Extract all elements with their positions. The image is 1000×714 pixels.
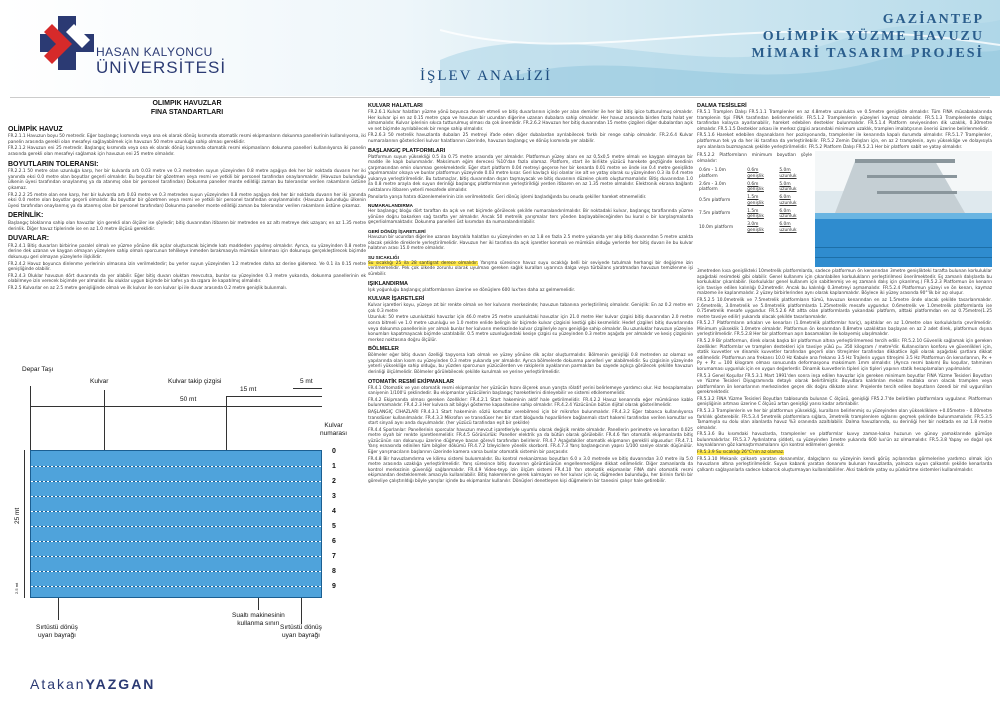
platform-cell: 3.0m genişlik [747,222,764,233]
numarasi-line1: Kulvar [324,422,343,429]
university-line1: HASAN KALYONCU [96,45,213,59]
label-sirtustu-2 [280,624,322,640]
label-25mt: 25 mt [14,507,22,525]
platform-cell: 6.0m uzunluk [779,208,797,220]
paragraph: FR.2.2.2 25 metre olan ene karşı, her bir kulvarda artı 0.03 metre ve 0.3 metreden suyun yüzeyinden 0.8 metre aşağıya dek her bir noktada duvarın her iki yanında eksi 0.0 metre olan boyutlar geçerli olmalıdır. Bu boyutlar bir gözetmen veya resmi ve yetkili bir personel tarafından onaylanmalıdır. (Havuzun bulunduğu ülkenin üyesi tarafından onaylanmış ya da atanmış olan bir personel tarafından) Dokunma paneller monte edildiği zaman bu toleranslar verilen rakamların üstüne çıkamaz. [8,192,366,209]
label-kulvar: Kulvar [90,378,109,385]
lane-number: 4 [332,508,336,515]
platform-row [697,167,810,180]
paragraph-text: Yarışma süresince havuz suyu sıcaklığı belli bir seviyede tutulmalı herhangi bir değişime izin verilmemelidir. Pek çok ülkede zorunlu olarak uyulması gereken sağlık kuralları uyarınca dalga veya türbülans yaratmadan havuzun temizlenme işi sürebilir. [368,260,693,277]
paragraph: Platformun suyun yüksekliği 0.5 ila 0.75 metre arasında yer almalıdır. Platformun yüzey alanı en az 0,5x0,5 metre olmalı ve kaygan olmayan bir madde ile kaplı bulunmalıdır. Maksimum eğim derecesi %10'dan fazla olamaz. Platform, start ile birlikte yüzücü harekete geçtiğinde kendinin çarpmasından emin olunması gerekmektedir. Eğer start platform 0.04 metreyi geçerse her bir kenarda 0.01 metre ve önde ise 0.4 metre genişlikte yapılmamalar olsaya ve bunlar platformun yüzeyinde 0.03 metre kısar. Geri kavlaçlı kişi olanlar ise alt ve yatay olarak su yüzeyinden 0.3 ila 0.4 metre yukarıya yerleştirilmelidir. Bu tutamaçlar, bitiş duvarından dışarı taşmayacak ve bitiş duvarının düzeine çıkıntı oluşturmamalıdır. Bitiş duvarından 1.0 ila 0.8 metre arayla dek suyun derinliği başlangıç platformlarının yerleştirildiği yerden itibaren en az 1.35 metre olmalıdır. Elektronik ekrana bağlantı noktalarını itibaren yeterli mesafede olmalıdır. [368,154,693,194]
paragraph: Işık yoğunluğu başlangıç platformlarının üzerine ve dönüşlere 600 lux'ten daha az gelmemelidir. [368,287,576,293]
leader-line [226,396,227,450]
pool-diagram [8,362,366,662]
column-lane-details [368,100,693,700]
platform-row [697,181,810,194]
sirt2-line2: uyarı bayrağı [281,631,320,639]
paragraph: FR.2.1.1 Havuzun boyu 50 metredir. Eğer başlangıç kısmında veya ona ek olarak dönüş kısmında otomatik resmi ekipmanların dokunma panellerinin kullanılıyorsa, iki panelin arasında gerekli olan mesafeyi sağlayabilmek için havuzun 50 metre uzunluğa sahip olması gereklidir. [8,134,366,145]
paragraph: FR.5.3.10 Mekanik çalkantı yaratan donanımlar, dalgıçların su yüzeyinin kendi görüş açılarından görmelerine yardımcı olmak için havuzların altına yerleştirilmelidir. Suyun kabarık yaratan donanımı bulunan havuzlarda, yalnızca suyun çalkantılı şekilde kenarlarda çalkantı sağlayanlarla sadece kabarcık oluşturmayan kullanılabilirler. Aksi takdirde yatay su püskürtme sistemleri kullanılmalıdır. [697,456,992,473]
paragraph: FR.2.1.2 Havuzun eni 25 metredir. Başlangıç kısmında veya ona ek olarak dönüş kısmında otomatik resmi ekipmanların dokunma panelleri kullanılıyorsa iki panelin arasında gerekli olan mesafeyi sağlamak için havuzun eni 25 metre olmalıdır. [8,146,366,157]
sirt1-line2: uyarı bayrağı [37,631,76,639]
lane-number: 5 [332,523,336,530]
paragraph: FR.2.6.1 Kulvar halatları yüzme yönü boyunca devam etmeli ve bitiş duvarlarının içinde yer alan demirler ile her bir bitiş ipice tutturulmuş olmalıdır. Her kulvar ipi en az 0.15 metre çapa ve havuzun bir ucundan diğerine uzanan dubalara sahip olmalıdır. Her havuz arasında birden fazla halat yer almamalıdır. Kulvar iplerinin sıkıca tutturulmuş olması da çok önemlidir. FR.2.6.2 Havuzun her bitiş duvarından 15 metre çizgileri diğer dubalardan açık ve net biçimde ayrılabilecek bir renge sahip olmalıdır. [368,110,693,132]
lane-number: 1 [332,463,336,470]
lane-number: 0 [332,448,336,455]
paragraph: FR.2.5 Kulvarlar en az 2.5 metre genişliğinde olmalı ve ilk kulvar ile son kulvar ipi ile duvar arasında 0.2 metre genişlik bulunmalı. [8,285,288,291]
highlight-temperature: Su sıcaklığı 25 ila 28 santigrat derece olmalıdır. [368,260,478,266]
platform-row [697,194,810,207]
platform-cell: 0.6m genişlik [747,168,764,179]
lane-number: 6 [332,538,336,545]
project-line1: GAZİANTEP [882,12,984,27]
platform-row [697,221,810,234]
paragraph: FR.5.2.5 10.0metrelik ve 7.5metrelik platformların tümü, havuzun kenarından en az 1.5metre önde olacak şekilde tasarlanmalıdır. 2.6metrelik, 3.0metrelik ve 5.0metrelik platformlarda 1.25metrelik mesafe uygundur. 0.6metrelik ve 1.0metrelik platformlarda ise 0.75metrelik mesafe uygundur. FR.5.2.6 Alt altta olan platformlarda yukarıdaki platform, alttaki platformdan en az 0.75metre(1.25 metre tavsiye edilir) yukarıda olacak şekilde tasarlanmalıdır. [697,297,992,320]
project-line3: MİMARİ TASARIM PROJESİ [751,45,984,61]
leader-line [58,598,59,620]
lane-rope [31,496,321,497]
heading-su-sicakligi: SU SICAKLIĞI [368,254,399,260]
column-diving [697,100,992,700]
lane-rope [31,526,321,527]
dimension-line-50 [30,406,322,407]
paragraph: FR.5.3.3 Tramplenlerin ve her bir platformun yüksekliği, kuralların belirlenmiş su yüzeyinden olan yüksekliklere +0.05metre - 0.00metre farklılık gösterebilir. FR.5.3.4 5metrelik platformlara sığlara, 3metrelik tramplenlere sığlarını geçmek şeklinde bulunmamalıdır. FR.5.3.5 Tamamıyla su dolu olan alanlarda havuz %3 oranında azaltılabilir. Dalma havuzlarında, su derinliği her bir noktada en az 1.8 metre olmalıdır. [697,408,992,431]
lane-rope [31,466,321,467]
lane-number: 8 [332,568,336,575]
lane-rope [31,511,321,512]
paragraph: 3metreden kısa genişlikteki 10metrelik platformlarda, sadece platformun ön kenarından 3metre genişlikteki tarafta bulunan korkuluklar aşağıdaki resimdeki gibi olabilir. Genel kullanımı için çıkarılabilen korkulukların yerleştirilmesi önerilmektedir. Eş zamanlı dalışlarda bu korkuluklar çıkarılabilir. (korkuluklar genel kullanım için sabitlenmiş ve eş zamanlı dalış için çıkarılmış.) FR.5.2.3 Platformun ön kenarın için tavsiye edilen kalınlığı 0.2metredir. Ancak bu kalınlığı 0.3metreyi aşmamalıdır. FR.5.2.4 Platformun yüzeyi ve ön kenarı, kaymaz malzeme ile kaplanmalıdır. 2 yüzey birbirlerinden aynı olarak kaplanmalıdır. Böylece iki yüzey arasında 90°'lik bir açı oluşur. [697,269,992,297]
lane-rope [31,541,321,542]
lane-rope [31,556,321,557]
paragraph: Uzunluk: 50 metre uzunluktaki havuzlar için 46.0 metre 25 metre uzunluktaki havuzlar için 21.0 metre Her kulvar çizgisi bitiş duvarından 2.0 metre sonra bitmeli ve 1.0 metre uzunluğu ve 1.0 metre enlide belirgin bir biçimde kulvar çizgisini kestiği gibi kesmelidir. Hedef çizgileri bitiş duvarlarında veya dokunma panellerinin yer almalı bunlar her kulvarın merkezinde kulvar çizgileriyle aynı genişliğe sahip olmalıdır. Bu uzunluklar havuzun yüzeyine konumları kapatmayacak biçimde uzatılabilir. 0.5 metre uzunluğundaki kesişe çizgisi su yüzeyinden 0.3 metre aşağıda yer almalıdır ve kesiş çizgisinin merkez noktasına doğru ölçülür. [368,315,693,343]
leader-line [30,386,31,450]
lane-number: 9 [332,583,336,590]
paragraph: FR.5.2.9 Bir platformun, direk olarak başka bir platformun altına yerleştirilmemesi tercih edilir. FR.5.2.10 Güvenlik sağlamak için gereken özellikler: Platformlar ve tramplen destekleri için tavsiye yükü p= 350 kilogram / metre²dir. Kullanıcıların konforu ve güvenlikleri için, statik kuvvetler ve dinamik kuvvetler tarafından geçerli olan titreşimler tarafından dikkatlice ilgili olarak aşağıdaki şartlara dikkat edilmelidir. Platformun ana frekansı 10.0 Hz Kabule ana frekansı 3.5 Hz Trajlerin uygun titreşimi 3.5 Hz Platformun ön kenarlarının, Px + Py + Pz = 100 kilogram olması sonucunda deformasyonu maksimum 1mm olmalıdır. (Ayrıca resmi bakım) Bu koşullar, tahminen korumaması uygunluk için en uygun değerlerdir. Dinamik kuvvetlerin tipleri için tipleri yapının statik hesaplamaları yapılmalıdır. [697,339,992,372]
lane-rope [31,571,321,572]
paragraph: Başlangıç bloklarına sahip olan havuzlar için gerekli olan ölçüler ise şöyledir; bitiş duvarından itibaren bir metreden en az altı metreye dek uzayan; en az 1.35 metre derinlik. Diğer havuz tiplerinde ise en az 1.0 metre ölçüsü gereklidir. [8,220,366,232]
heading-derinlik: DERİNLİK: [8,212,44,220]
leader-line [104,390,105,450]
main-title [8,100,366,118]
lane-number: 2 [332,478,336,485]
label-50mt: 50 mt [180,396,197,403]
diving-platform-photo [815,151,992,267]
platform-row [697,208,810,221]
label-takip: Kulvar takip çizgisi [168,378,222,385]
sualti-line2: kullanma sınırı [237,619,280,627]
paragraph [368,261,693,278]
paragraph [697,450,992,456]
column-fina-standards [8,100,366,362]
sualti-line1: Sualtı makinesinin [232,612,285,619]
platform-cell: 10.0m platform [699,224,734,230]
platform-cell: 0.6m genişlik [747,181,764,193]
platform-cell: 5.0m uzunluk [779,181,797,193]
lane-rope [31,481,321,482]
paragraph: BAŞLANGIÇ CİHAZLARI FR.4.3.1 Start hakeminin sözlü komutlar verebilmesi için bir mikrofon bulunmalıdır. FR.4.3.2 Eğer tabanca kullanılıyorsa transdüser kullanılmalıdır. FR.4.3.3 Mikrofon ve transdüser her bir start bloğunda hoparlörlere bağlanmalı start hakemi tarafından verilen komutlar ve start sinyali aynı anda duyulmalıdır. (her yüzücü tarafından eşit bir şekilde) [368,409,693,427]
main-title-line2: FINA STANDARTLARI [150,108,224,116]
heading-bolmeler: BÖLMELER [368,346,399,353]
platform-table [697,167,810,234]
paragraph: FR.5.1.6 Hareket edebilen dayanakların her pozisyonunda, tramplenler ile kenarında kapalı durumda olmalıdır. FR.5.1.7 Tramplenler, platformun tek ya da her iki tarafına da yerleştirilebilir. FR.5.2 Zemin Dalışları için, en az 2 tramplenin, aynı yüksekliğe ve dolayısıyla aynı alanlara buzmayacak şekilde yerleştirilmelidir. FR.5.2 Platform Dalışı FR.5.2.1 Her bir platform sabit ve yatay olmalıdır. [697,133,992,150]
paragraph: FR.5.2.7 Platformların arkaları ve kenarları (1.0metrelik platformlar hariç), aşıktıklar en az 1.0metre olan korkuluklarla çevrilmelidir. Minimum yükseklik 1.0metre olmalıdır. Platformun ön kenarından 0.8metre uzaklıktan başlayan en az 2 adet direk, platformun dışına yerleştirilmelidir. FR.5.2.8 Her bir platformun aşırı basamakları ile kolayemiş ulaşılmalıdır. [697,321,992,338]
paragraph: FR.5.3.6 Bu kısımdaki havuzlarda, tramplenler ve platformlar kuvvy zaman-kalsa huzurun ve günoy yamaklarınde gümüşe bulunmalıdırlar. FR.5.3.7 Aydınlatma şiddeti, su yüzeyinden 1metre yukarıda 600 lux'ün az olmamalıdır. FR.5.3.8 Yapay ve doğal ışık kaynaklarının göz kamaştırmamalarını için kontrol edilmeleri gerekir. [697,432,992,449]
university-name [96,46,226,76]
project-title [752,12,985,62]
heading-numaralandirma: NUMARALANDIRMA [368,203,413,209]
main-title-line1: OLİMPİK HAVUZLAR [152,100,222,107]
platform-cell: 6.0m uzunluk [779,222,797,233]
paragraph: FR.5.1 Tramplen Dalışı FR.5.1.1 Tramplenler en az 4.8metre uzunlukta ve 0.5metre genişlikte olmalıdır. Tüm FINA müsabakalarında tramplenin tipi FINA tarafından belirlenmelidir. FR.5.1.2 Tramplenlerin yüzeyleri kaymaz olmalıdır. FR.5.1.3 Tramplenlerde dalgıç tarafından kolayca ayarlanabilir, hareket edebilen destekler bulunmalıdır. FR.5.1.4 Platform seviyesinden dik uzaklık, 0.30metre olmalıdır. FR.5.1.5 Destekler arkası ile merkez çizgisi arasındaki minimum uzaklık, tramplen imalatçısının önerisi üzerine belirlenmelidir. [697,110,992,132]
platform-cell: 2.6m - 3.0m platform [699,181,726,193]
paragraph: Panolarla yarışa hatıra düzenlemelerinin izin verilmektedir. Geri dönüş işlemi başladığında bu onuda şekiller hareket etmemelidir. [368,194,647,200]
platform-cell: 0.5m platform [699,197,731,203]
paragraph: FR.4.4 Sporlanlar: Panellerinin sporcular havuzun mevcut işaretleriyle uyumlu olarak değişik renkte olmalıdır. Panellerin perimetre ve kenarları 0.025 metre siyah bir renkte işaretlenmelidir. FR.4.5 Görünürlük: Paneller elektrik ya da bütün olarak görülebilir. FR.4.6 Yarı otomatik ekipmanlarda bitiş yüzücünün son dokunuşu üzerine düğmeye basan görevli tarafından belirlenir. FR.4.7 Aşağıdakiler otomatik ekipmanın gereklili olgusudur: FR.4.7.1 Yarış esnasında edinilen tüm bilgiler dökümü FR.4.7.2 İzleyicilere yönelik skorbord. FR.4.7.3 Yarış başlangıcının yapısı 1/100 saniye olarak düşünülür. Eğer yarışmacıların başlarının üzerinde kamera varsa bunlar otomatik sistemin bir parçasıdır. [368,427,693,456]
lane-rope [31,586,321,587]
paragraph: Her başlangıç bloğu dört taraftan da açık ve net biçimde görülecek şekilde numaralandırılmalıdır. Bir noktadaki kulvar, başlangıç taraflarında yüzme yönüne doğru bakarken sağ tarafta yer almalıdır. Ancak 50 metrelik yarışmalar ters yönden başlayabileceğinden bu kural o bir karşılaşmalarda geçerliolmamaktadır. Dokunma panelleri üst kısımdan da numaralandırılabilir. [368,209,693,226]
platform-cell: 7.5m platform [699,211,731,217]
sirt2-line1: Sırtüstü dönüş [280,624,322,631]
label-sualti [232,612,285,628]
paragraph: FR.2.4.3 Oluklar havuzun dört duvarında da yer alabilir. Eğer bitiş duvarı oluktan mevcutsa, bunlar su yüzeyinden 0.3 metre yukarıda, dokunma panellerinin ek olabilmeye izin verecek biçimde yer almalıdır. Bu oluklar uygun biçimde bir kafes ya da ızgara ile kapatılmış olmalıdır. [8,273,366,285]
platform-cell: 6.0m uzunluk [779,195,797,206]
label-numarasi [320,422,347,438]
dimension-line-25 [24,450,25,598]
heading-olimpik-havuz: OLİMPİK HAVUZ [8,125,63,133]
leader-line [258,598,259,610]
platform-block [697,151,992,269]
lane-number: 7 [332,553,336,560]
pool [30,450,322,598]
label-sirtustu-1 [36,624,78,640]
heading-duvarlar: DUVARLAR: [8,235,50,243]
paragraph: FR.2.6.3 50 metrelik havuzlarda dubaları 25 metreyi ifade eden diğer dubalardan ayrılabilecek farklı bir renge sahip olmalıdır. FR.2.6.4 Kulvar numaralarının göstericileri kulvar halatlarının üzerinde, havuzun başlangıç ve dönüş kısmında yer alabilir. [368,133,693,144]
project-line2: OLİMPİK YÜZME HAVUZU [762,28,984,44]
university-line2: ÜNİVERSİTESİ [96,58,227,77]
heading-geri-donus: GERİ DÖNÜŞ İŞARETLERİ [368,228,426,234]
dimension-line-15 [226,396,322,397]
paragraph: FR.2.4.1 Bitiş duvarları birbirine paralel olmalı ve yüzme yönüne dik açılar oluşturacak biçimde katı maddeden yapılmış olmalıdır. Ayrıca, su yüzeyinden 0.8 metre derine dek uzanan ve kaygan olmayan yüzeylere sahip olmalı sporcunun tehlikeye inmeden bırakmasıyla mümkün kılınması için dokunuşu gerçekleştirecek biçimde dokunuşu geri olmayan yüzeylerle ilişkilidir. [8,243,366,260]
sirt1-line1: Sırtüstü dönüş [36,624,78,631]
label-depar: Depar Taşı [22,366,54,373]
paragraph: FR.4.8 Bir havuzlamdırma ve kilimu sistemi bulunmalıdır. Bu kontrol mekanizması boyutları 6.0 x 3.0 metrede ve bitiş duvarından 3.0 metre ila 5.0 metre arasında uzaklığa yerleştirilmelidir. Yarış süresince bitiş duvarının görüntüsünün engellenmediğine dikkat edilmelidir. Diğer zamanlarda da kontrol merkezinin güvenliği sağlanmalıdır. FR.4.9 Video-teyp izin ölçüm sistemi FR.4.10 Yarı otomatik ekipmanlar FINA dahi otomatik resmi ekipmandan desteklenmek amacıyla kullanılabilir. Bitiş hakemlerine gerek kalmayan ve her kulvar için üç düğmeden bulunduğu, her birinin farklı bir görevliye çalıştırıldığı böyle yarışlar içinde bu ekipmanlar kullanılır. Dönüşleri denetleyen kişi düğmelerin bir tanesini çalışır hale getirebilir. [368,456,693,484]
platform-table-wrap [697,153,812,234]
paragraph: FR.4.1 Otomatik ve yarı otomatik resmi ekipmanlar her yüzücün hızını ölçerek onun yarışta rölatif yerini belirlemeye yardımcı olur. Hız hesaplamaları saniyenin 1/100'ü şeklindedir. Bu ekipmanlar yüzücülerin başlangıç hareketlerini dinleyebilir ve sistemi etkilememelidir. [368,385,693,397]
author-first: Atakan [30,676,86,692]
paragraph: FR.5.3.2 FINA Yüzme Tesisleri Boyutları tablosunda bulunan C ölçüsü, genişliği FR5.2.7'de belirtilen platformlara uygulanır. Platformun genişliğinin artması üzerine C ölçüsü artan genişliği yarısı kadar artırılabilir. [697,396,992,408]
paragraph: FR.2.4.2 Havuz boyunca dinlenme yerlerinin olmasına izin verilmektedir; bu yerler suyun yüzeyinden 1.2 metreden daha az derine gidemez. Ve 0.1 ila 0.15 metre genişliğinde olabilir. [8,261,366,273]
section-title: İŞLEV ANALİZİ [420,68,552,84]
heading-kulvar-halatlari: KULVAR HALATLARI [368,103,423,109]
platform-cell: 1.5m genişlik [747,195,764,206]
paragraph: Bölmeler eğer bitiş duvarı özelliği taşıyorsa katı olmalı ve yüzey yönüne dik açılar oluşturmalıdır. Bölmenin genişliği 0.8 metreden az olamaz ve yapılarında olan kısım su yüzeyinden 0.3 metre yukarıda yer almalıdır. Ayrıca bölmelerde dokunma panelleri yer alabilmelidir. Su çizgisinin yüzeyinde yeterli yüksekliğe sahip olduğu, bu yüzden sporcunun yüzücülerden ve rakiplerin ayaklarının parmakları bu sayede açıkça görülecek şekilde havuzun derinliği ölçülmelidir. Bölmeler görülebilecek şekilde kurulmalı ve yerine yerleştirilmelidir. [368,353,693,376]
lane-number: 3 [332,493,336,500]
heading-boyut-tolerans: BOYUTLARIN TOLERANSI: [8,160,99,168]
label-5mt: 5 mt [300,378,313,385]
heading-otomatik: OTOMATİK RESMİ EKİPMANLAR [368,378,454,385]
platform-cell: 5.0m uzunluk [779,168,797,179]
paragraph: Kulvar işaretleri koyu, yüzeye zıt bir renkte olmalı ve her kulvarın merkezinde; havuzun tabanına yerleştirilmiş olmalıdır. Genişlik: En az 0.2 metre en çok 0.3 metre [368,303,693,314]
paragraph: FR.4.2 Ekipmanda olması gereken özellikler: FR.4.2.1 Start hakeminin aktif hale getirilmelidir. FR.4.2.2 Havuz kenarında eğer mümkünse kablo bulunmamalıdır. FR.4.2.3 Her kulvara ait bilgiyi gösterme kapasitesine sahip olmalıdır. FR.4.2.4 Yüzücünün bütün dijital olarak gösterilmelidir. [368,397,693,409]
author-last: YAZGAN [85,676,156,692]
heading-baslangic: BAŞLANGIÇ PLATFORMLARI [368,147,446,154]
highlight-diving-temperature: FR.5.3.9 Su sıcaklığı 26°C'nin az olamaz. [697,450,785,456]
paragraph: FR.5.3 Genel Koşullar FR.5.3.1 Mart 1991'den sonra inşa edilen havuzlar için gereken minimum boyutlar FINA Yüzme Tesisleri Boyutları ve Yüzme Tesisleri Diyagramında detaylı olarak belirtilmiştir. Boyutlara kaldırılan mekan mutlaka sınırı olacak tramplen veya platformların ön kenarlarının merkezinden geçen dik doğru dikkate alınır. Projelerde tercih edilen boyutların özendi bir mil uygun/ilan gerekmektedir. [697,373,992,396]
platform-cell: 1.5m genişlik [747,208,764,220]
numarasi-line2: numarası [320,429,348,437]
header-divider [10,97,990,98]
paragraph: FR.2.2.1 50 metre olan uzunluğa karşı, her bir kulvarda artı 0.03 metre ve 0.3 metreden suyun yüzeyinden 0.8 metre aşağıya dek her bir noktada duvarın her iki yanında eksi 0.0 metre olan boyutlar geçerli olmalıdır. Bu boyutlar bir gözetmen veya resmi ve yetkili bir personel tarafından onaylanmalıdır. (Havuzun bulunduğu ülkenin üyesi tarafından onaylanmış ya da atanmış olan bir personel tarafından) Dokunma paneller monte edildiği zaman bu toleranslar verilen rakamların üstüne çıkamaz. [8,169,366,191]
label-2-5mt: 2.5 mt [14,582,20,594]
label-15mt: 15 mt [240,386,257,393]
heading-dalma: DALMA TESİSLERİ [697,103,747,109]
heading-kulvar-isaretleri: KULVAR İŞARETLERİ [368,296,425,303]
leader-line [301,598,302,624]
header [0,0,1000,96]
platform-table-title: FR.5.2.2 Platformların minimum boyutları şöyle olmalıdır: [697,153,812,164]
heading-isiklandirma: IŞIKLANDIRMA [368,280,409,287]
dimension-line-5 [293,388,322,389]
paragraph: Havuzun bir ucundan diğerine uzanan bayrakla halatları su yüzeyinden en az 1.8 en fazla 2.5 metre yukarıda yer alıp bitiş duvarından 5 metre uzakta olacak şekilde direklerle yerleştirilmelidir. Havuzun her iki tarafına da açık işaretler konmalı ve mümkün olduğu yerlerde her bitiş duvarı ile bu kulvar halatının arası 15.0 metre olmalıdır. [368,235,693,252]
platform-cell: 0.6m - 1.0m platform [699,168,726,179]
author-signature [30,676,155,692]
university-logo [38,14,98,72]
